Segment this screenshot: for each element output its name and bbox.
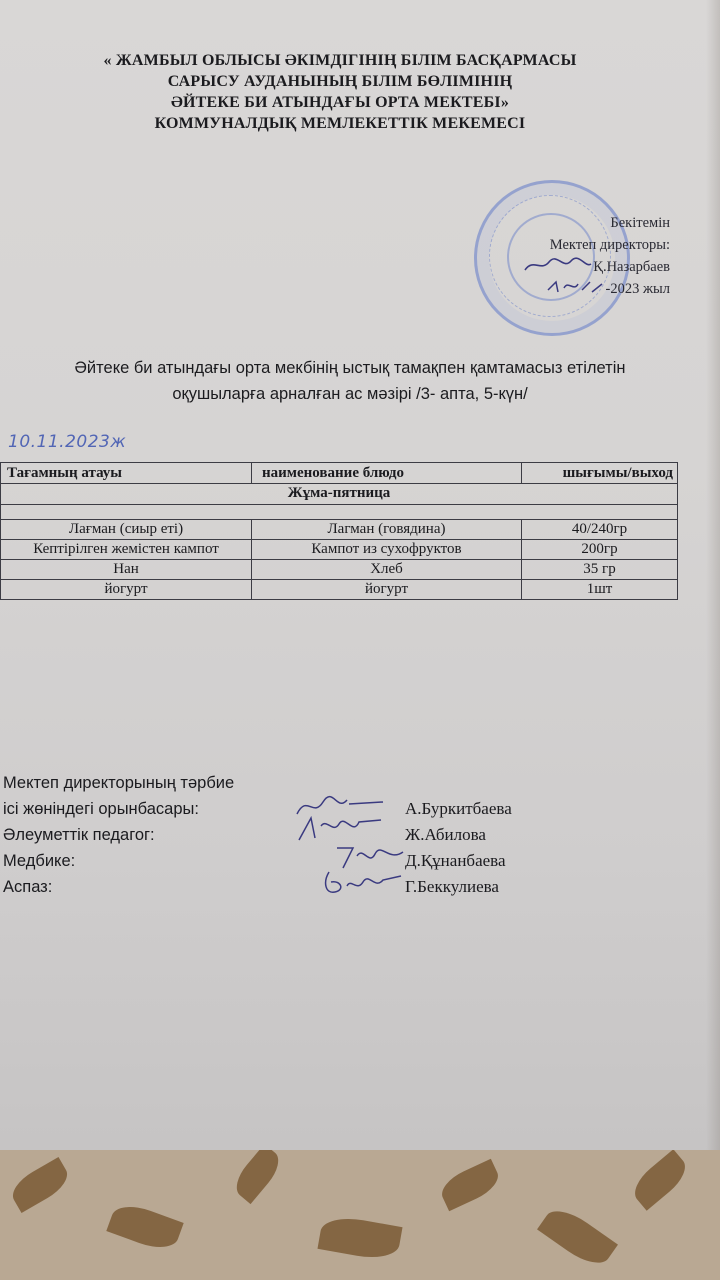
menu-title: [10, 355, 690, 407]
day-row: [1, 484, 678, 505]
spacer-row: [1, 505, 678, 520]
table-row: [1, 520, 678, 540]
approval-block: [470, 212, 670, 300]
header-russian-name: наименование блюдо: [252, 463, 522, 484]
day-label: Жұма-пятница: [1, 484, 678, 505]
approval-line-3: [470, 256, 670, 278]
table-row: [1, 580, 678, 600]
signature-role: Әлеуметтік педагог:: [3, 826, 155, 844]
table-header-row: [1, 463, 678, 484]
dish-kazakh: Кептірілген жемістен кампот: [1, 540, 252, 560]
spacer-cell: [1, 505, 678, 520]
dish-portion: 35 гр: [522, 560, 678, 580]
signature-scribble: [321, 868, 406, 900]
header-portion: шығымы/выход: [522, 463, 678, 484]
leaf-pattern: [106, 1199, 183, 1255]
header-line-3: ӘЙТЕКЕ БИ АТЫНДАҒЫ ОРТА МЕКТЕБІ»: [170, 94, 510, 111]
signature-row: [3, 796, 563, 822]
dish-portion: 1шт: [522, 580, 678, 600]
menu-title-line-2: оқушыларға арналған ас мәзірі /3- апта, 5-күн/: [172, 385, 528, 403]
menu-title-line-1: Әйтеке би атындағы орта мекбінің ыстық тамақпен қамтамасыз етілетін: [74, 359, 626, 377]
approval-line-1: Бекітемін: [610, 215, 670, 231]
header-line-4: КОММУНАЛДЫҚ МЕМЛЕКЕТТІК МЕКЕМЕСІ: [154, 115, 526, 132]
signatures-block: [3, 770, 563, 900]
approval-year: -2023 жыл: [605, 281, 670, 297]
leaf-pattern: [229, 1150, 286, 1204]
signature-name: Д.Құнанбаева: [405, 851, 506, 870]
header-line-1: « ЖАМБЫЛ ОБЛЫСЫ ӘКІМДІГІНІҢ БІЛІМ БАСҚАРМАСЫ: [103, 52, 577, 69]
dish-russian: Хлеб: [252, 560, 522, 580]
signature-row: [3, 822, 563, 848]
director-signature: [523, 256, 593, 274]
dish-portion: 200гр: [522, 540, 678, 560]
tablecloth-background: [0, 1150, 720, 1280]
dish-russian: йогурт: [252, 580, 522, 600]
leaf-pattern: [317, 1213, 402, 1262]
signature-row: [3, 874, 563, 900]
table-row: [1, 540, 678, 560]
signature-role: ісі жөніндегі орынбасары:: [3, 800, 199, 818]
handwritten-date: 10.11.2023ж: [8, 432, 127, 452]
signature-name: А.Буркитбаева: [405, 799, 512, 818]
leaf-pattern: [537, 1202, 618, 1273]
table-row: [1, 560, 678, 580]
leaf-pattern: [7, 1157, 74, 1213]
approval-line-2: Мектеп директоры:: [549, 237, 670, 253]
dish-russian: Кампот из сухофруктов: [252, 540, 522, 560]
dish-portion: 40/240гр: [522, 520, 678, 540]
dish-russian: Лагман (говядина): [252, 520, 522, 540]
role-deputy-line-1: Мектеп директорының тәрбие: [3, 774, 235, 792]
director-name: Қ.Назарбаев: [593, 259, 670, 275]
approval-date-handwriting: [546, 278, 606, 296]
header-kazakh-name: Тағамның атауы: [1, 463, 252, 484]
dish-kazakh: йогурт: [1, 580, 252, 600]
dish-kazakh: Нан: [1, 560, 252, 580]
signature-role-line: [3, 770, 563, 796]
dish-kazakh: Лағман (сиыр еті): [1, 520, 252, 540]
approval-line-4: [470, 278, 670, 300]
signature-role: Медбике:: [3, 852, 76, 870]
signature-name: Ж.Абилова: [405, 825, 486, 844]
paper-edge-shadow: [706, 0, 720, 1150]
signature-role: Аспаз:: [3, 878, 53, 896]
header-line-2: САРЫСУ АУДАНЫНЫҢ БІЛІМ БӨЛІМІНІҢ: [167, 73, 513, 90]
signature-scribble: [293, 814, 388, 844]
leaf-pattern: [436, 1159, 503, 1212]
school-header: [60, 50, 620, 134]
leaf-pattern: [627, 1150, 692, 1211]
signature-name: Г.Беккулиева: [405, 877, 499, 896]
signature-row: [3, 848, 563, 874]
menu-table: [0, 462, 678, 600]
